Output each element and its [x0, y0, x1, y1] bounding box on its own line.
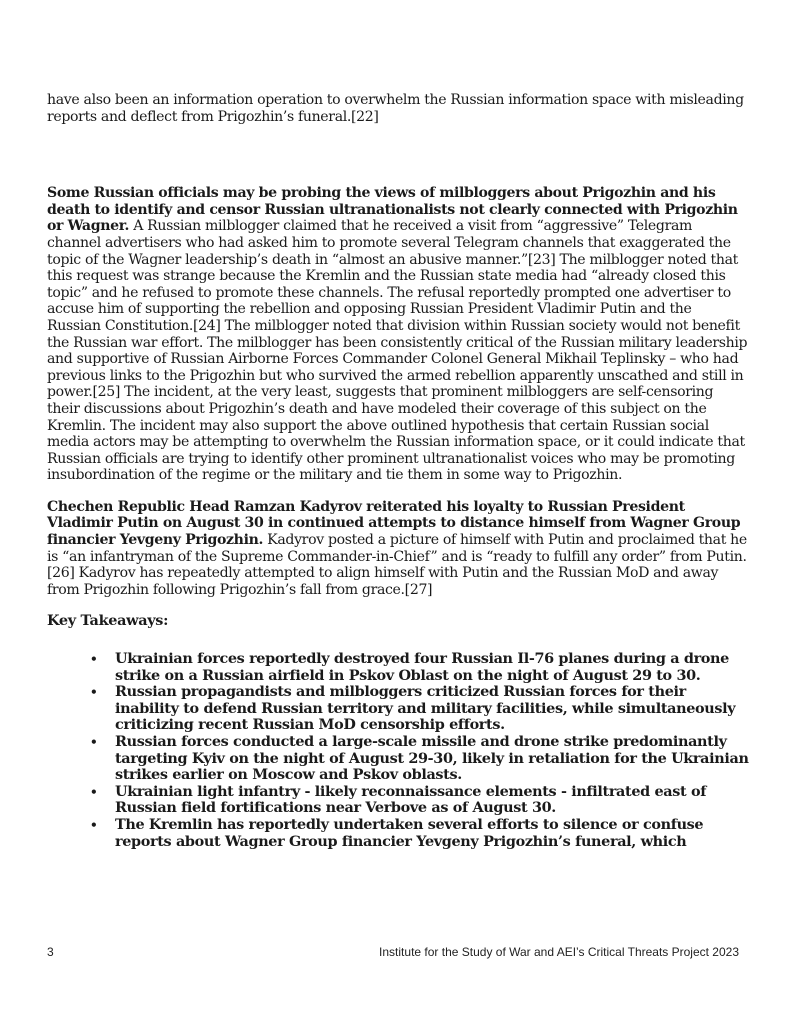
bullet-icon: • — [90, 652, 98, 667]
spacer — [47, 630, 749, 651]
list-item-text: The Kremlin has reportedly undertaken several efforts to silence or confuse reports about Wagner Group financier Yevgeny Prigozhin’s funeral, which — [115, 815, 704, 850]
bullet-icon: • — [90, 735, 98, 749]
list-item-text: Russian propagandists and milbloggers criticized Russian forces for their inability to defend Russian territory and military facilities, while simultaneously criticizing recent Russian MoD censorship efforts. — [115, 683, 736, 734]
bullet-icon: • — [90, 784, 98, 799]
spacer — [47, 125, 749, 185]
list-item-text: Ukrainian light infantry - likely reconnaissance elements - infiltrated east of Russian field fortifications near Verbove as of August 30. — [115, 782, 707, 817]
page-number: 3 — [47, 945, 54, 959]
list-item-text: Ukrainian forces reportedly destroyed four Russian Il-76 planes during a drone strike on a Russian airfield in Pskov Oblast on the night of August 29 to 30. — [115, 650, 729, 684]
kadyrov-paragraph — [47, 499, 749, 599]
intro-paragraph: have also been an information operation to overwhelm the Russian information space with misleading reports and deflect from Prigozhin’s funeral.[22] — [47, 92, 744, 125]
list-item — [90, 733, 749, 784]
list-item — [90, 815, 749, 850]
document-body — [47, 92, 749, 850]
list-item — [90, 650, 749, 684]
milbloggers-body: A Russian milblogger claimed that he received a visit from “aggressive” Telegram channel advertisers who had asked him to promote several Telegram channels that exaggerated the topic of the Wagner leadership’s death in “almost an abusive manner.”[23] The milblogger noted that this request was strange because the Kremlin and the Russian state media had “already closed this topic” and he refused to promote these channels. The refusal reportedly prompted one advertiser to accuse him of supporting the rebellion and opposing Russian President Vladimir Putin and the Russian Constitution.[24] The milblogger noted that division within Russian society would not benefit the Russian war effort. The milblogger has been consistently critical of the Russian military leadership and supportive of Russian Airborne Forces Commander Colonel General Mikhail Teplinsky – who had previous links to the Prigozhin but who survived the armed rebellion apparently unscathed and still in power.[25] The incident, at the very least, suggests that prominent milbloggers are self-censoring their discussions about Prigozhin’s death and have modeled their coverage of this subject on the Kremlin. The incident may also support the above outlined hypothesis that certain Russian social media actors may be attempting to overwhelm the Russian information space, or it could indicate that Russian officials are trying to identify other prominent ultranationalist voices who may be promoting insubordination of the regime or the military and tie them in some way to Prigozhin. — [47, 218, 748, 484]
bullet-icon: • — [90, 685, 98, 700]
milbloggers-lead: Some Russian officials may be probing the views of milbloggers about Prigozhin and his death to identify and censor Russian ultranationalists not clearly connected with Prigozhin or Wagner. — [47, 185, 738, 235]
spacer — [47, 598, 749, 613]
list-item-text: Russian forces conducted a large-scale missile and drone strike predominantly targeting Kyiv on the night of August 29-30, likely in retaliation for the Ukrainian strikes earlier on Moscow and Pskov oblasts. — [115, 733, 749, 784]
list-item — [90, 683, 749, 734]
spacer — [47, 484, 749, 499]
key-takeaways-list — [47, 651, 749, 850]
key-takeaways-heading: Key Takeaways: — [47, 612, 169, 630]
list-item — [90, 782, 749, 817]
kadyrov-lead: Chechen Republic Head Ramzan Kadyrov reiterated his loyalty to Russian President Vladimir Putin on August 30 in continued attempts to distance himself from Wagner Group financier Yevgeny Prigozhin. — [47, 498, 741, 549]
milbloggers-paragraph — [47, 185, 749, 484]
bullet-icon: • — [90, 817, 98, 832]
kadyrov-body: Kadyrov posted a picture of himself with Putin and proclaimed that he is “an infantryman of the Supreme Commander-in-Chief” and is “ready to fulfill any order” from Putin.[26] Kadyrov has repeatedly attempted to align himself with Putin and the Russian MoD and away from Prigozhin following Prigozhin’s fall from grace.[27] — [47, 532, 747, 598]
footer-credit: Institute for the Study of War and AEI’s Critical Threats Project 2023 — [379, 945, 739, 959]
